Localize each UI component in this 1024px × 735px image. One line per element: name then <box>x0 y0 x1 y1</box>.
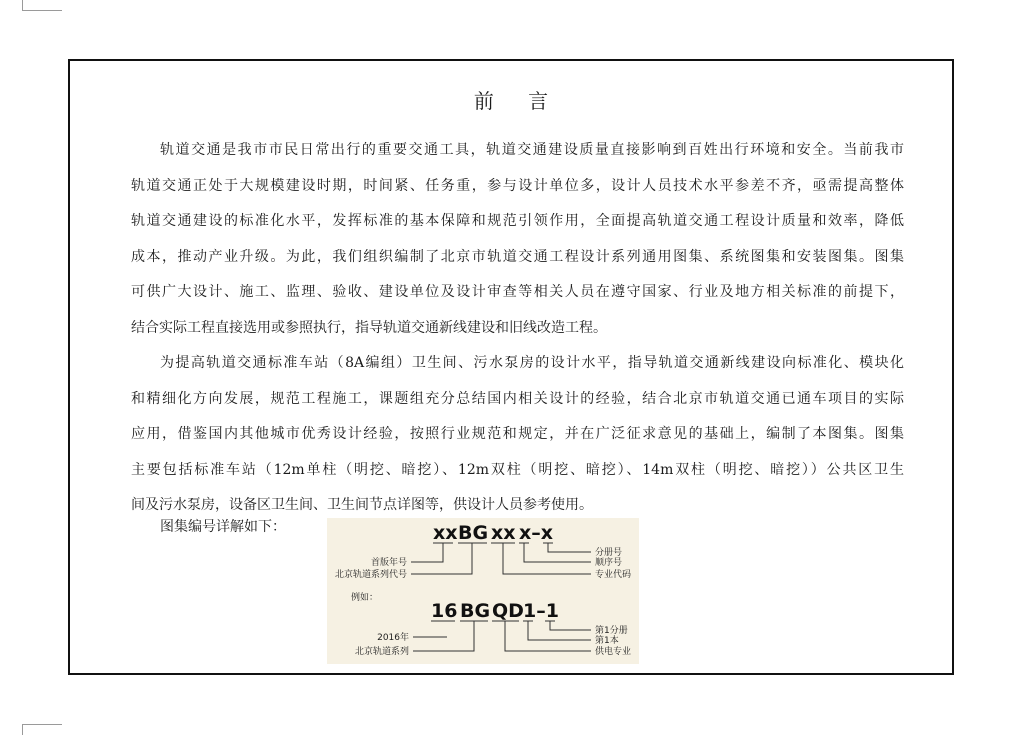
example-label: 例如： <box>351 593 379 603</box>
label-discipline-code: 专业代码 <box>595 570 632 580</box>
crop-mark-top-h <box>22 10 62 11</box>
paragraph-1-line-4: 成本，推动产业升级。为此，我们组织编制了北京市轨道交通工程设计系列通用图集、系统图集和安装图集。图集 <box>131 248 904 265</box>
code-example-part-2: BG <box>460 600 491 622</box>
code-example-part-4: 1–1 <box>523 600 559 622</box>
code-template-part-4: x–x <box>519 522 554 544</box>
code-diagram-svg <box>327 518 639 664</box>
paragraph-1-line-6: 结合实际工程直接选用或参照执行，指导轨道交通新线建设和旧线改造工程。 <box>131 319 607 336</box>
label-first-year: 首版年号 <box>370 558 407 568</box>
preface-body <box>131 133 904 524</box>
code-explanation-lead: 图集编号详解如下： <box>160 519 286 535</box>
code-template-part-1: xx <box>433 522 458 544</box>
paragraph-1-line-1: 轨道交通是我市市民日常出行的重要交通工具，轨道交通建设质量直接影响到百姓出行环境和安全。当前我市 <box>160 142 904 158</box>
label-example-book: 第1本 <box>595 636 619 646</box>
paragraph-2-line-4: 主要包括标准车站（12m单柱（明挖、暗挖）、12m双柱（明挖、暗挖）、14m双柱（明挖、暗挖））公共区卫生 <box>131 461 904 478</box>
paragraph-1-line-3: 轨道交通建设的标准化水平，发挥标准的基本保障和规范引领作用，全面提高轨道交通工程设计质量和效率，降低 <box>131 213 904 229</box>
label-example-year: 2016年 <box>377 633 409 643</box>
diagram-leader-lines <box>411 543 591 651</box>
code-template-part-3: xx <box>491 522 516 544</box>
label-sequence-no: 顺序号 <box>595 558 623 568</box>
paragraph-2-line-1: 为提高轨道交通标准车站（8A编组）卫生间、污水泵房的设计水平，指导轨道交通新线建设向标准化、模块化 <box>160 355 904 371</box>
page-title: 前 言 <box>473 89 563 113</box>
label-example-volume: 第1分册 <box>595 626 628 636</box>
code-template-part-2: BG <box>458 522 489 544</box>
label-series-code: 北京轨道系列代号 <box>334 570 407 580</box>
code-example-part-1: 16 <box>431 600 458 622</box>
code-explanation-diagram <box>327 518 639 664</box>
page-frame <box>68 59 954 675</box>
crop-mark-bottom-v <box>22 724 23 735</box>
label-example-discipline: 供电专业 <box>595 647 632 657</box>
code-example-part-3: QD <box>492 600 524 622</box>
label-volume-no: 分册号 <box>595 548 623 558</box>
paragraph-2-line-5: 间及污水泵房，设备区卫生间、卫生间节点详图等，供设计人员参考使用。 <box>131 497 593 513</box>
paragraph-2-line-2: 和精细化方向发展，规范工程施工，课题组充分总结国内相关设计的经验，结合北京市轨道交通已通车项目的实际 <box>131 390 904 407</box>
crop-mark-bottom-h <box>22 724 62 725</box>
paragraph-1-line-2: 轨道交通正处于大规模建设时期，时间紧、任务重，参与设计单位多，设计人员技术水平参差不齐，亟需提高整体 <box>131 177 904 194</box>
crop-mark-top-v <box>22 0 23 11</box>
label-example-series: 北京轨道系列 <box>354 647 409 657</box>
paragraph-2-line-3: 应用，借鉴国内其他城市优秀设计经验，按照行业规范和规定，并在广泛征求意见的基础上，编制了本图集。图集 <box>131 426 904 442</box>
paragraph-1-line-5: 可供广大设计、施工、监理、验收、建设单位及设计审查等相关人员在遵守国家、行业及地方相关标准的前提下， <box>131 284 904 300</box>
